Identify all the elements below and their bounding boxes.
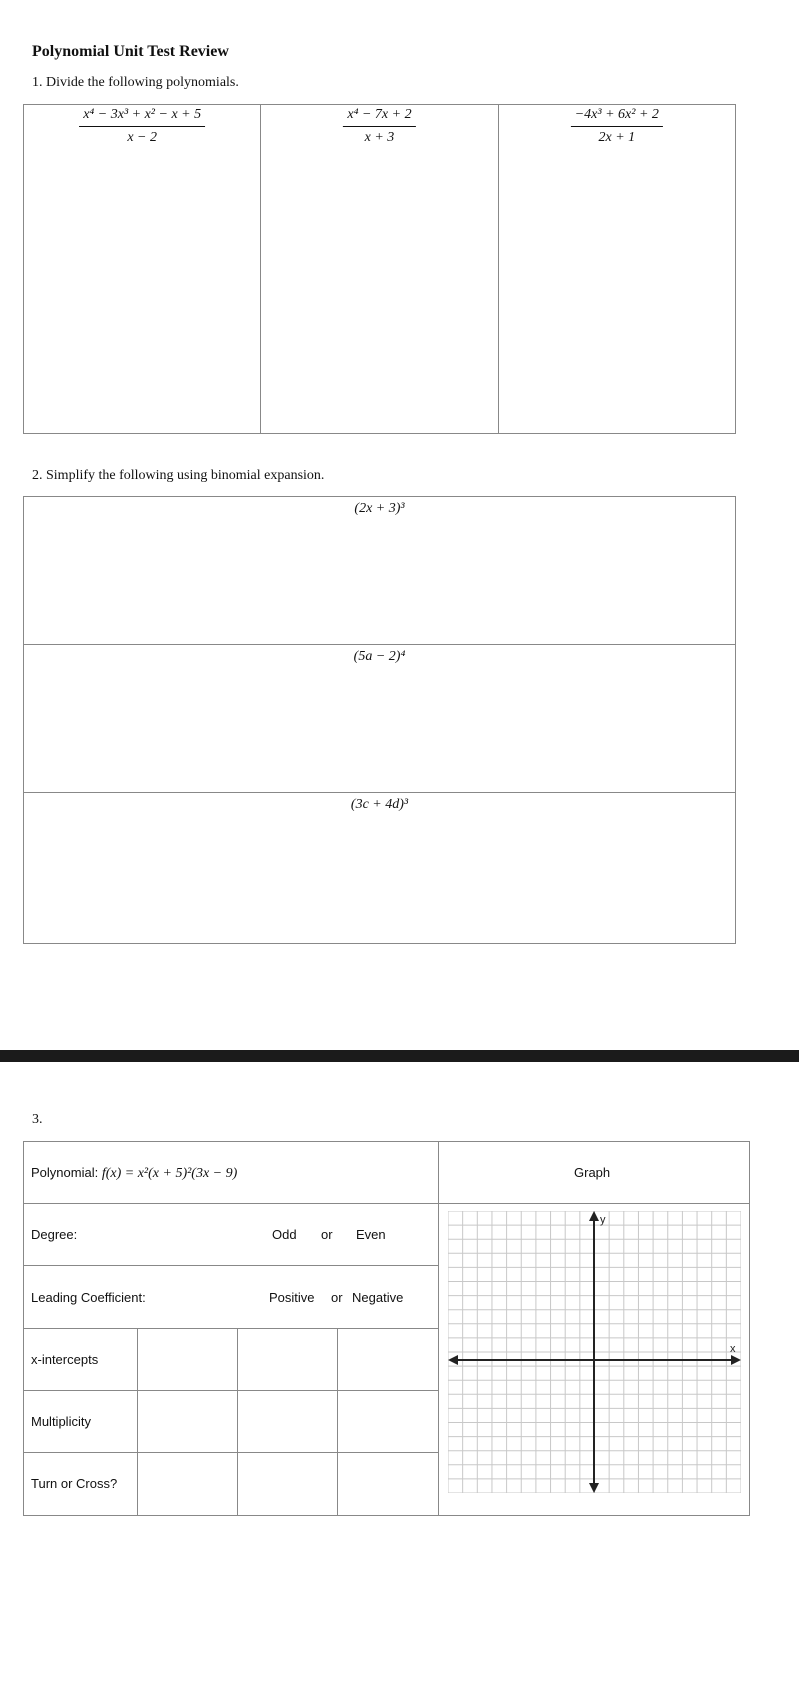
turn-cross-cell-3[interactable] — [338, 1453, 437, 1515]
division-problem-1[interactable] — [24, 105, 261, 433]
question-3-number: 3. — [32, 1112, 43, 1127]
binomial-problem-2[interactable] — [24, 645, 735, 793]
numerator: x⁴ − 7x + 2 — [343, 107, 415, 127]
binomial-problems-box — [23, 496, 736, 944]
fraction-3 — [571, 107, 663, 146]
fraction-1 — [79, 107, 205, 146]
x-intercept-cell-1[interactable] — [138, 1329, 237, 1390]
negative-option[interactable]: Negative — [352, 1290, 404, 1305]
x-axis-label: x — [730, 1343, 736, 1355]
multiplicity-label: Multiplicity — [31, 1414, 91, 1429]
y-axis-top-arrow — [589, 1211, 599, 1221]
numerator: x⁴ − 3x³ + x² − x + 5 — [79, 107, 205, 127]
graph-header: Graph — [574, 1165, 611, 1180]
denominator: x + 3 — [364, 130, 395, 145]
even-option[interactable]: Even — [356, 1227, 386, 1242]
binomial-expression: (2x + 3)³ — [354, 501, 405, 516]
binomial-expression: (3c + 4d)³ — [350, 797, 409, 812]
y-axis-bottom-arrow — [589, 1483, 599, 1493]
polynomial-expression: f(x) = x²(x + 5)²(3x − 9) — [101, 1166, 238, 1181]
numerator: −4x³ + 6x² + 2 — [571, 107, 663, 127]
page-title: Polynomial Unit Test Review — [32, 43, 229, 60]
polynomial-analysis-table — [23, 1141, 750, 1516]
x-intercept-cell-2[interactable] — [238, 1329, 337, 1390]
or-text: or — [321, 1227, 333, 1242]
division-problem-2[interactable] — [261, 105, 498, 433]
division-problems-grid — [23, 104, 736, 434]
multiplicity-cell-3[interactable] — [338, 1391, 437, 1452]
polynomial-row — [31, 1165, 237, 1182]
turn-cross-cell-2[interactable] — [238, 1453, 337, 1515]
binomial-problem-3[interactable] — [24, 793, 735, 943]
multiplicity-cell-1[interactable] — [138, 1391, 237, 1452]
x-axis-right-arrow — [731, 1355, 741, 1365]
question-1-prompt: 1. Divide the following polynomials. — [32, 75, 239, 90]
multiplicity-cell-2[interactable] — [238, 1391, 337, 1452]
positive-option[interactable]: Positive — [269, 1290, 315, 1305]
odd-option[interactable]: Odd — [272, 1227, 297, 1242]
leading-coefficient-label: Leading Coefficient: — [31, 1290, 146, 1305]
turn-or-cross-label: Turn or Cross? — [31, 1476, 118, 1491]
division-problem-3[interactable] — [499, 105, 735, 433]
x-intercepts-label: x-intercepts — [31, 1352, 99, 1367]
degree-label: Degree: — [31, 1227, 78, 1242]
page-divider — [0, 1050, 799, 1062]
fraction-2 — [343, 107, 415, 146]
coordinate-grid[interactable] — [448, 1211, 741, 1493]
binomial-expression: (5a − 2)⁴ — [353, 649, 406, 664]
denominator: x − 2 — [127, 130, 157, 145]
polynomial-label: Polynomial: — [31, 1165, 99, 1180]
question-2-prompt: 2. Simplify the following using binomial expansion. — [32, 468, 325, 483]
or-text: or — [331, 1290, 343, 1305]
x-intercept-cell-3[interactable] — [338, 1329, 437, 1390]
turn-cross-cell-1[interactable] — [138, 1453, 237, 1515]
denominator: 2x + 1 — [598, 130, 636, 145]
x-axis-left-arrow — [448, 1355, 458, 1365]
y-axis-label: y — [600, 1214, 606, 1226]
binomial-problem-1[interactable] — [24, 497, 735, 645]
